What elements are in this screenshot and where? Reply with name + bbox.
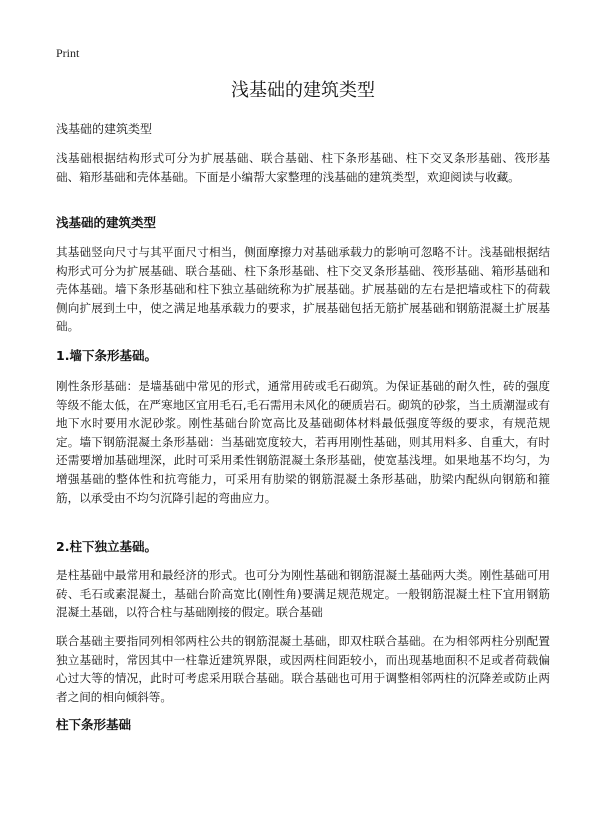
print-link[interactable]: Print — [56, 46, 80, 60]
page-subtitle: 浅基础的建筑类型 — [56, 122, 153, 136]
section-paragraph-wall-strip: 刚性条形基础：是墙基础中常见的形式，通常用砖或毛石砌筑。为保证基础的耐久性，砖的强度等级不能太低，在严寒地区宜用毛石,毛石需用未风化的硬质岩石。砌筑的砂浆，当土质潮湿或有地下水时要用水泥砂浆。刚性基础台阶宽高比及基础砌体材料最低强度等级的要求，有规范规定。墙下钢筋混凝土条形基础：当基础宽度较大，若再用刚性基础，则其用料多、自重大，有时还需要增加基础埋深，此时可采用柔性钢筋混凝土条形基础，使宽基浅埋。如果地基不均匀，为增强基础的整体性和抗弯能力，可采用有肋梁的钢筋混凝土条形基础，肋梁内配纵向钢筋和箍筋，以承受由不均匀沉降引起的弯曲应力。 — [56, 379, 550, 505]
section-heading-types: 浅基础的建筑类型 — [56, 215, 157, 230]
page-title: 浅基础的建筑类型 — [231, 80, 375, 101]
section-heading-column-isolated: 2.柱下独立基础。 — [56, 539, 157, 554]
section-paragraph-types: 其基础竖向尺寸与其平面尺寸相当，侧面摩擦力对基础承载力的影响可忽略不计。浅基础根据结构形式可分为扩展基础、联合基础、柱下条形基础、柱下交叉条形基础、筏形基础、箱形基础和壳体基础。墙下条形基础和柱下独立基础统称为扩展基础。扩展基础的左右是把墙或柱下的荷载侧向扩展到土中，使之满足地基承载力的要求，扩展基础包括无筋扩展基础和钢筋混凝土扩展基础。 — [56, 245, 550, 334]
section-paragraph-column-isolated: 是柱基础中最常用和最经济的形式。也可分为刚性基础和钢筋混凝土基础两大类。刚性基础可用砖、毛石或素混凝土，基础台阶高宽比(刚性角)要满足规范规定。一般钢筋混凝土柱下宜用钢筋混凝土基础，以符合柱与基础刚接的假定。联合基础 — [56, 568, 550, 620]
section-heading-column-strip: 柱下条形基础 — [56, 717, 132, 732]
intro-paragraph: 浅基础根据结构形式可分为扩展基础、联合基础、柱下条形基础、柱下交叉条形基础、筏形基础、箱形基础和壳体基础。下面是小编帮大家整理的浅基础的建筑类型，欢迎阅读与收藏。 — [56, 151, 550, 184]
section-heading-wall-strip: 1.墙下条形基础。 — [56, 348, 157, 363]
combined-foundation-paragraph: 联合基础主要指同列相邻两柱公共的钢筋混凝土基础，即双柱联合基础。在为相邻两柱分别配置独立基础时，常因其中一柱靠近建筑界限，或因两柱间距较小，而出现基地面积不足或者荷载偏心过大等的情况，此时可考虑采用联合基础。联合基础也可用于调整相邻两柱的沉降差或防止两者之间的相向倾斜等。 — [56, 634, 550, 704]
